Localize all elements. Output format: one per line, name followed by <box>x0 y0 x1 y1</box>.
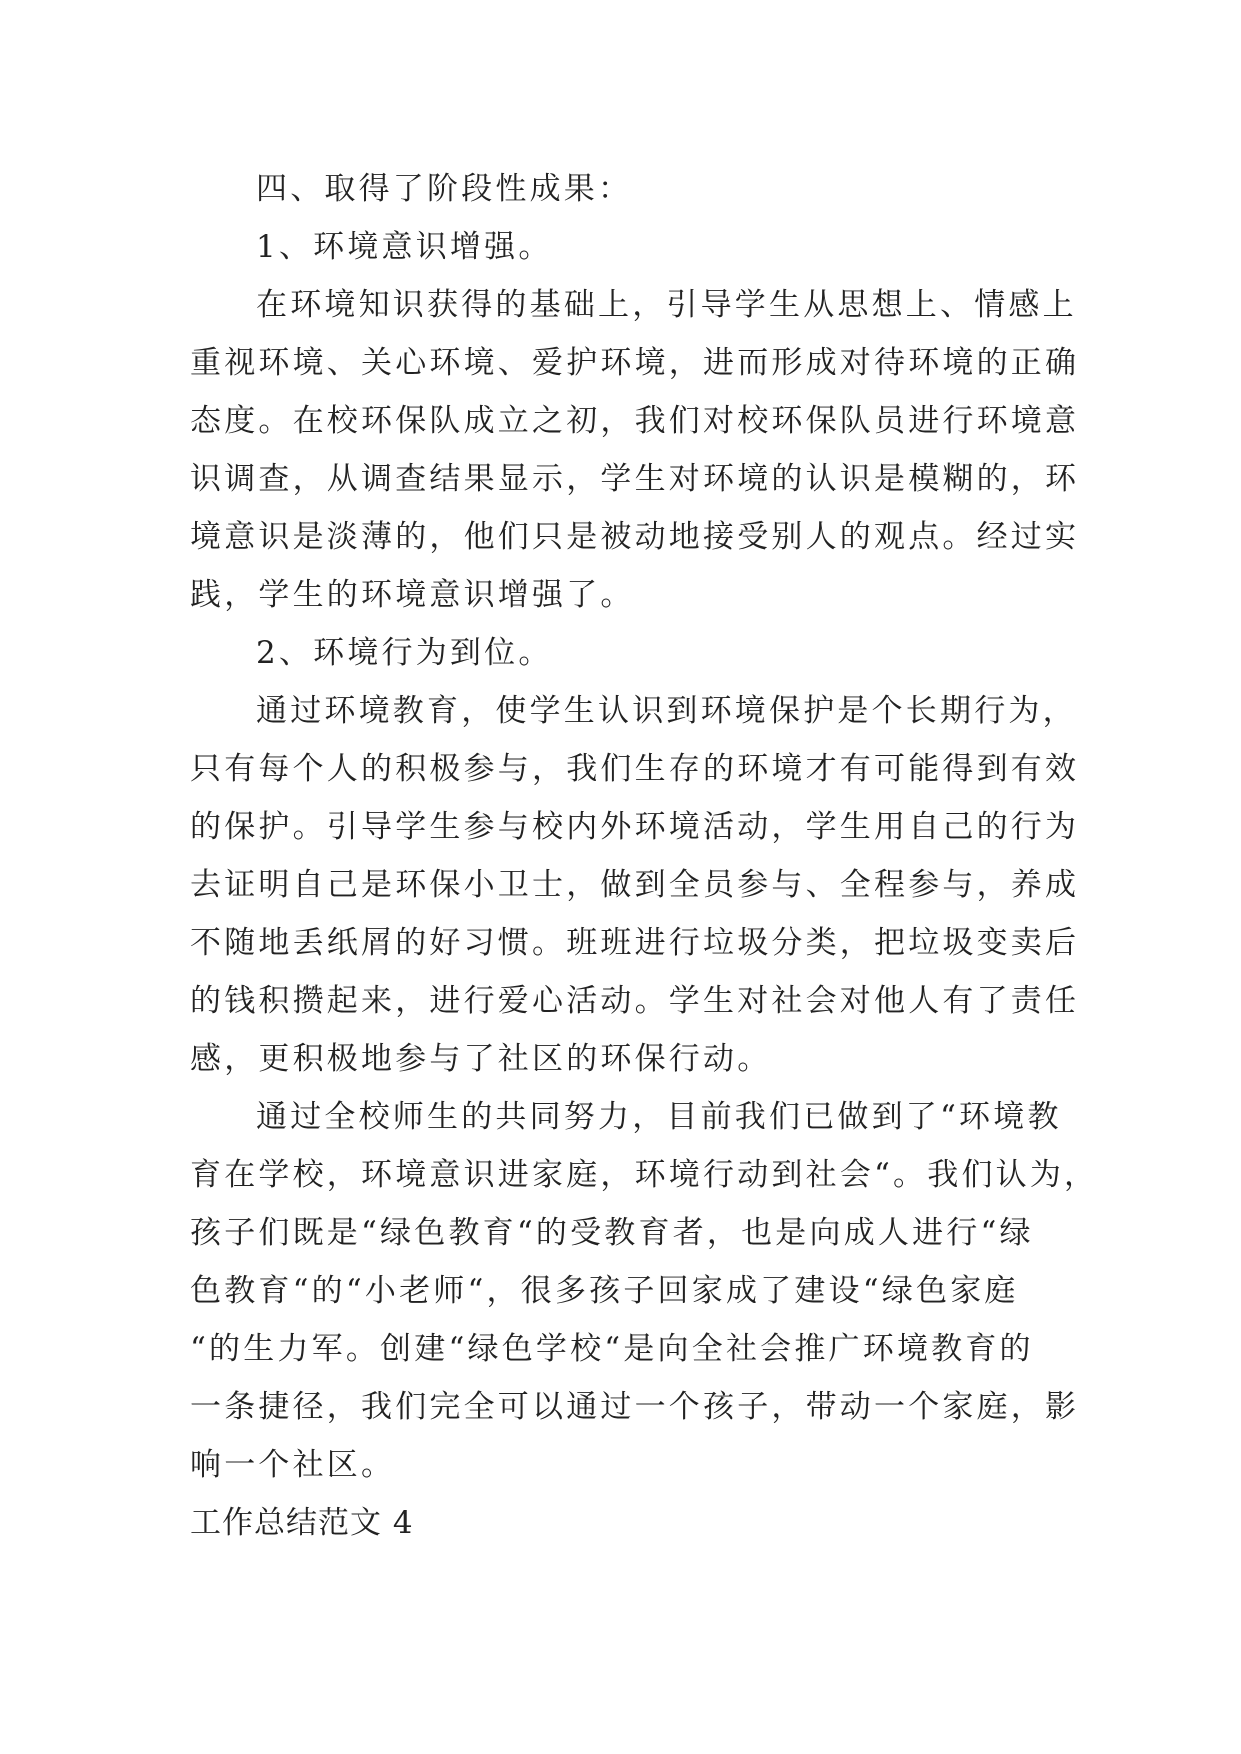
closing-paragraph-line: 孩子们既是“绿色教育“的受教育者，也是向成人进行“绿 <box>190 1215 1034 1251</box>
item-1-title: 1、环境意识增强。 <box>256 229 553 265</box>
closing-paragraph-line: 通过全校师生的共同努力，目前我们已做到了“环境教 <box>256 1099 1062 1135</box>
next-section-title: 工作总结范文 4 <box>190 1505 414 1541</box>
item-2-paragraph-line: 只有每个人的积极参与，我们生存的环境才有可能得到有效 <box>190 751 1080 787</box>
item-2-paragraph-line: 不随地丢纸屑的好习惯。班班进行垃圾分类，把垃圾变卖后 <box>190 925 1080 961</box>
item-1-paragraph-line: 践，学生的环境意识增强了。 <box>190 577 635 613</box>
item-1-paragraph-line: 重视环境、关心环境、爱护环境，进而形成对待环境的正确 <box>190 345 1080 381</box>
item-2-paragraph-line: 感，更积极地参与了社区的环保行动。 <box>190 1041 772 1077</box>
item-2-paragraph-line: 去证明自己是环保小卫士，做到全员参与、全程参与，养成 <box>190 867 1080 903</box>
document-body <box>190 160 1099 1552</box>
item-2-paragraph-line: 的保护。引导学生参与校内外环境活动，学生用自己的行为 <box>190 809 1080 845</box>
closing-paragraph-line: “的生力军。创建“绿色学校“是向全社会推广环境教育的 <box>190 1331 1034 1367</box>
item-1-paragraph-line: 态度。在校环保队成立之初，我们对校环保队员进行环境意 <box>190 403 1080 439</box>
item-2-title: 2、环境行为到位。 <box>256 635 553 671</box>
closing-paragraph-line: 色教育“的“小老师“，很多孩子回家成了建设“绿色家庭 <box>190 1273 1019 1309</box>
item-1-paragraph-line: 境意识是淡薄的，他们只是被动地接受别人的观点。经过实 <box>190 519 1080 555</box>
section-heading: 四、取得了阶段性成果： <box>256 171 633 207</box>
item-2-paragraph-line: 的钱积攒起来，进行爱心活动。学生对社会对他人有了责任 <box>190 983 1080 1019</box>
closing-paragraph-line: 响一个社区。 <box>190 1447 396 1483</box>
closing-paragraph-line: 育在学校，环境意识进家庭，环境行动到社会“。我们认为， <box>190 1157 1099 1193</box>
item-2-paragraph-line: 通过环境教育，使学生认识到环境保护是个长期行为， <box>256 693 1077 729</box>
item-1-paragraph-line: 在环境知识获得的基础上，引导学生从思想上、情感上 <box>256 287 1077 323</box>
closing-paragraph-line: 一条捷径，我们完全可以通过一个孩子，带动一个家庭，影 <box>190 1389 1080 1425</box>
item-1-paragraph-line: 识调查，从调查结果显示，学生对环境的认识是模糊的，环 <box>190 461 1080 497</box>
